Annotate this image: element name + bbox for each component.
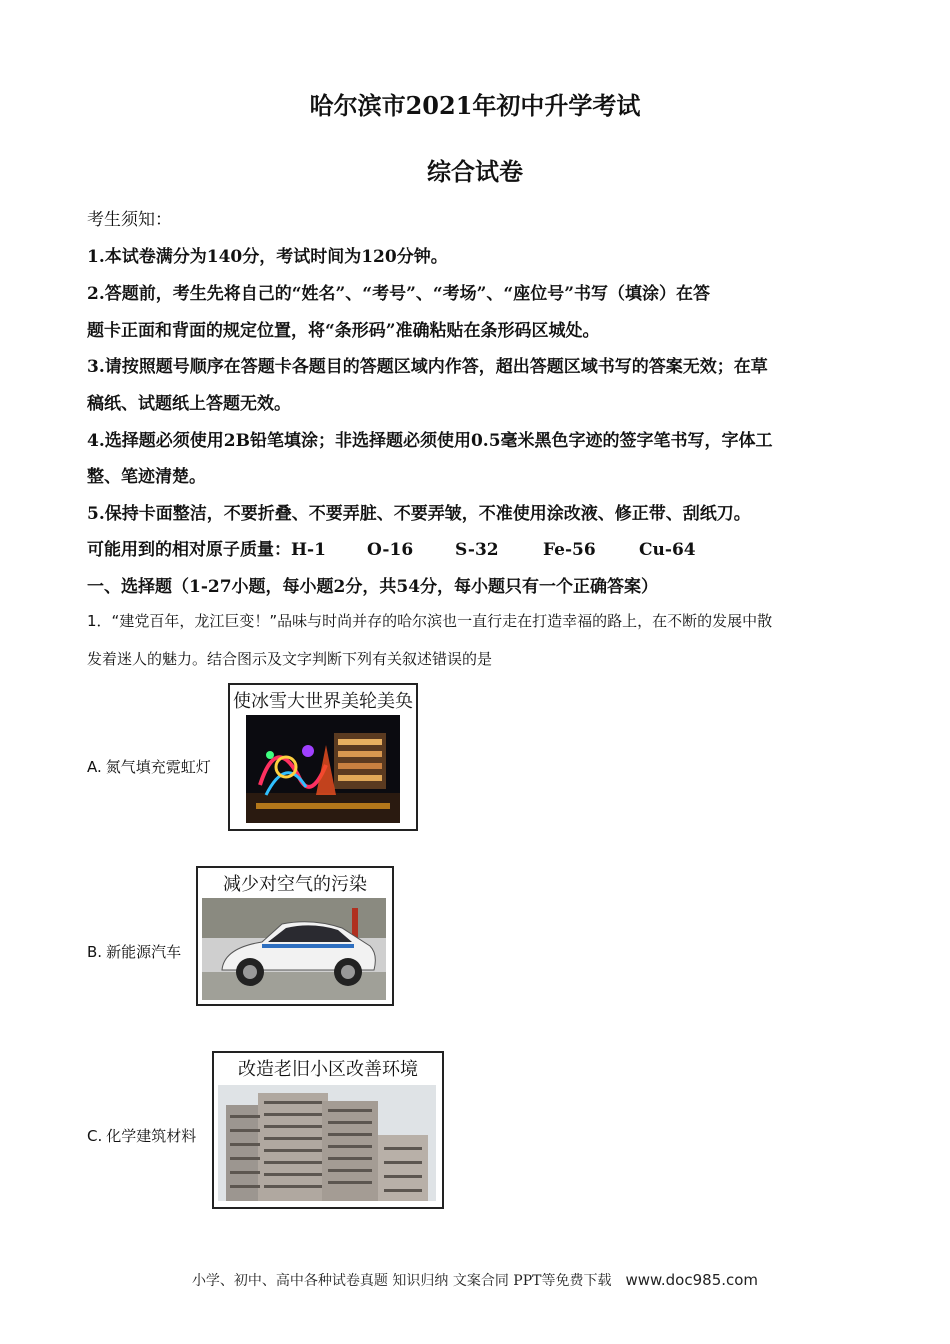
atomic-mass-s: S-32 [455,540,499,560]
notice-line-8: 5.保持卡面整洁，不要折叠、不要弄脏、不要弄皱，不准使用涂改液、修正带、刮纸刀。 [87,504,751,524]
option-b-letter: B. [87,943,103,961]
apartment-buildings-photo [218,1085,436,1201]
option-a-text: 氮气填充霓虹灯 [105,758,211,776]
question-1-line-2: 发着迷人的魅力。结合图示及文字判断下列有关叙述错误的是 [87,650,493,668]
option-c [87,1125,196,1146]
question-1-line-1: 1．“建党百年，龙江巨变！”品味与时尚并存的哈尔滨也一直行走在打造幸福的路上，在不断的发展中散 [87,612,773,630]
footer-text: 小学、初中、高中各种试卷真题 知识归纳 文案合同 PPT等免费下载 [191,1273,612,1289]
option-b-figure [196,866,394,1006]
atomic-mass-fe: Fe-56 [543,540,596,560]
notice-line-1: 1.本试卷满分为140分，考试时间为120分钟。 [87,247,448,267]
section-heading: 一、选择题（1-27小题，每小题2分，共54分，每小题只有一个正确答案） [87,577,659,597]
exam-subtitle: 综合试卷 [427,157,523,186]
atomic-mass-h: H-1 [291,540,326,560]
option-b-text: 新能源汽车 [106,943,182,961]
option-b-caption: 减少对空气的污染 [223,874,367,895]
notice-line-4: 3.请按照题号顺序在答题卡各题目的答题区域内作答，超出答题区域书写的答案无效；在草 [87,357,768,377]
notice-line-2: 2.答题前，考生先将自己的“姓名”、“考号”、“考场”、“座位号”书写（填涂）在答 [87,284,710,304]
notice-line-6: 4.选择题必须使用2B铅笔填涂；非选择题必须使用0.5毫米黑色字迹的签字笔书写，字体工 [87,431,773,451]
atomic-mass-line [87,535,696,560]
notice-line-7: 整、笔迹清楚。 [87,467,206,487]
night-lights-photo [246,715,400,823]
option-a [87,756,211,777]
option-b [87,941,181,962]
option-a-caption: 使冰雪大世界美轮美奂 [233,691,413,712]
option-a-figure [228,683,418,831]
option-c-figure [212,1051,444,1209]
notice-heading: 考生须知： [87,210,172,230]
electric-car-photo [202,898,386,1000]
page-footer [0,1270,950,1290]
option-c-letter: C. [87,1127,103,1145]
notice-line-5: 稿纸、试题纸上答题无效。 [87,394,291,414]
option-c-text: 化学建筑材料 [106,1127,197,1145]
exam-title: 哈尔滨市2021年初中升学考试 [309,91,641,120]
footer-url[interactable]: www.doc985.com [625,1271,759,1289]
atomic-mass-o: O-16 [367,540,414,560]
option-a-letter: A. [87,758,102,776]
atomic-mass-label: 可能用到的相对原子质量： [87,540,291,560]
atomic-mass-cu: Cu-64 [639,540,696,560]
notice-line-3: 题卡正面和背面的规定位置，将“条形码”准确粘贴在条形码区城处。 [87,321,600,341]
option-c-caption: 改造老旧小区改善环境 [238,1059,418,1080]
